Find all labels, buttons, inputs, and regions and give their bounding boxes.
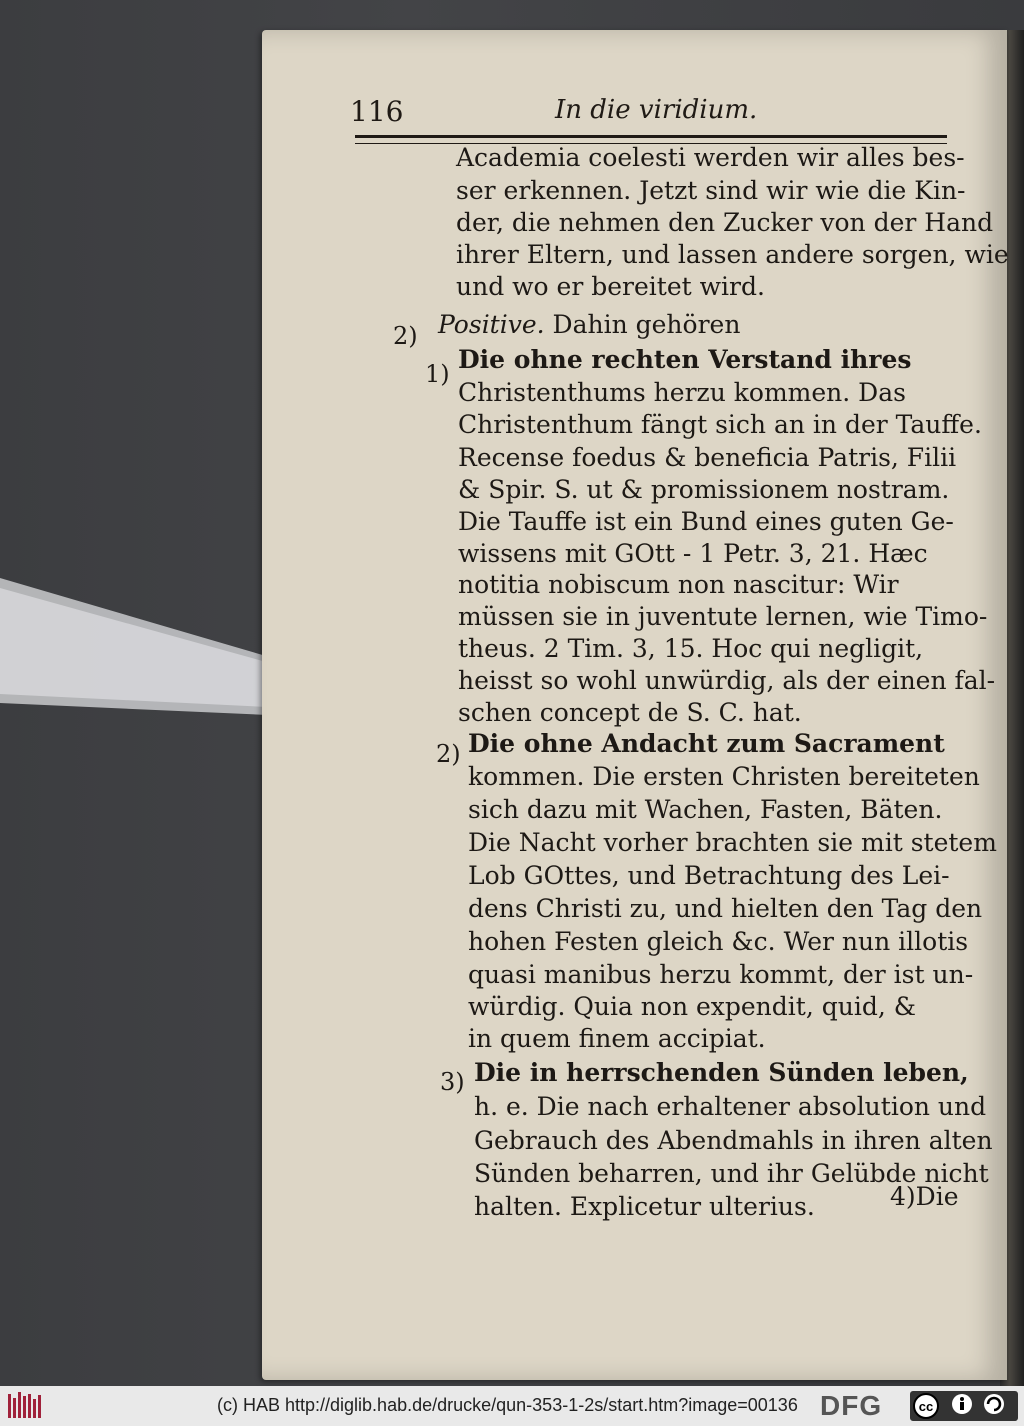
- svg-text:cc: cc: [918, 1399, 934, 1414]
- text-line: quasi manibus herzu kommt, der ist un-: [468, 960, 974, 989]
- text-line: Christenthum fängt sich an in der Tauffe.: [458, 410, 982, 439]
- item-heading: Die in herrschenden Sünden leben,: [474, 1058, 969, 1087]
- text-line: ser erkennen. Jetzt sind wir wie die Kin-: [456, 176, 966, 205]
- text-line: Recense foedus & beneficia Patris, Filii: [458, 443, 957, 472]
- catchword: 4)Die: [890, 1182, 959, 1211]
- section-number: 2): [393, 322, 418, 350]
- text-line: in quem finem accipiat.: [468, 1024, 766, 1053]
- text-line: schen concept de S. C. hat.: [458, 698, 802, 727]
- text-line: Christenthums herzu kommen. Das: [458, 378, 906, 407]
- text-line: & Spir. S. ut & promissionem nostram.: [458, 475, 950, 504]
- copyright-link[interactable]: (c) HAB http://diglib.hab.de/drucke/qun-353-1-2s/start.htm?image=00136: [217, 1395, 798, 1415]
- text-line: Sünden beharren, und ihr Gelübde nicht: [474, 1159, 989, 1188]
- text-line: Die Nacht vorher brachten sie mit stetem: [468, 828, 997, 857]
- text-line: ihrer Eltern, und lassen andere sorgen, wie: [456, 240, 1009, 269]
- text-line: und wo er bereitet wird.: [456, 272, 765, 301]
- text-line: müssen sie in juventute lernen, wie Timo-: [458, 602, 988, 631]
- text-line: Lob GOttes, und Betrachtung des Lei-: [468, 861, 950, 890]
- text-line: Gebrauch des Abendmahls in ihren alten: [474, 1126, 993, 1155]
- text-line: h. e. Die nach erhaltener absolution und: [474, 1092, 987, 1121]
- text-line: notitia nobiscum non nascitur: Wir: [458, 570, 899, 599]
- item-number: 2): [436, 740, 461, 768]
- item-heading: Die ohne Andacht zum Sacrament: [468, 729, 945, 758]
- text-line: sich dazu mit Wachen, Fasten, Bäten.: [468, 795, 943, 824]
- text-line: hohen Festen gleich &c. Wer nun illotis: [468, 927, 969, 956]
- section-heading: [438, 310, 740, 340]
- item-number: 3): [440, 1068, 465, 1096]
- text-line: theus. 2 Tim. 3, 15. Hoc qui negligit,: [458, 634, 924, 663]
- text-line: dens Christi zu, und hielten den Tag den: [468, 894, 983, 923]
- cc-by-sa-icon[interactable]: [910, 1391, 1018, 1421]
- running-title: In die viridium.: [555, 95, 758, 125]
- text-line: halten. Explicetur ulterius.: [474, 1192, 815, 1221]
- section-heading-text: Dahin gehören: [544, 310, 741, 339]
- section-heading-italic: Positive.: [438, 310, 545, 339]
- item-number: 1): [425, 360, 450, 388]
- text-line: heisst so wohl unwürdig, als der einen fal-: [458, 666, 996, 695]
- page-number: 116: [350, 95, 404, 128]
- dfg-logo[interactable]: DFG: [820, 1390, 883, 1421]
- item-heading: Die ohne rechten Verstand ihres: [458, 345, 912, 374]
- text-line: Die Tauffe ist ein Bund eines guten Ge-: [458, 507, 954, 536]
- hab-logo-icon[interactable]: [8, 1392, 42, 1420]
- text-line: Academia coelesti werden wir alles bes-: [456, 143, 965, 172]
- text-line: wissens mit GOtt - 1 Petr. 3, 21. Hæc: [458, 539, 928, 568]
- text-line: würdig. Quia non expendit, quid, &: [468, 992, 916, 1021]
- text-line: kommen. Die ersten Christen bereiteten: [468, 762, 980, 791]
- text-line: der, die nehmen den Zucker von der Hand: [456, 208, 994, 237]
- viewer-footer: [0, 1386, 1024, 1426]
